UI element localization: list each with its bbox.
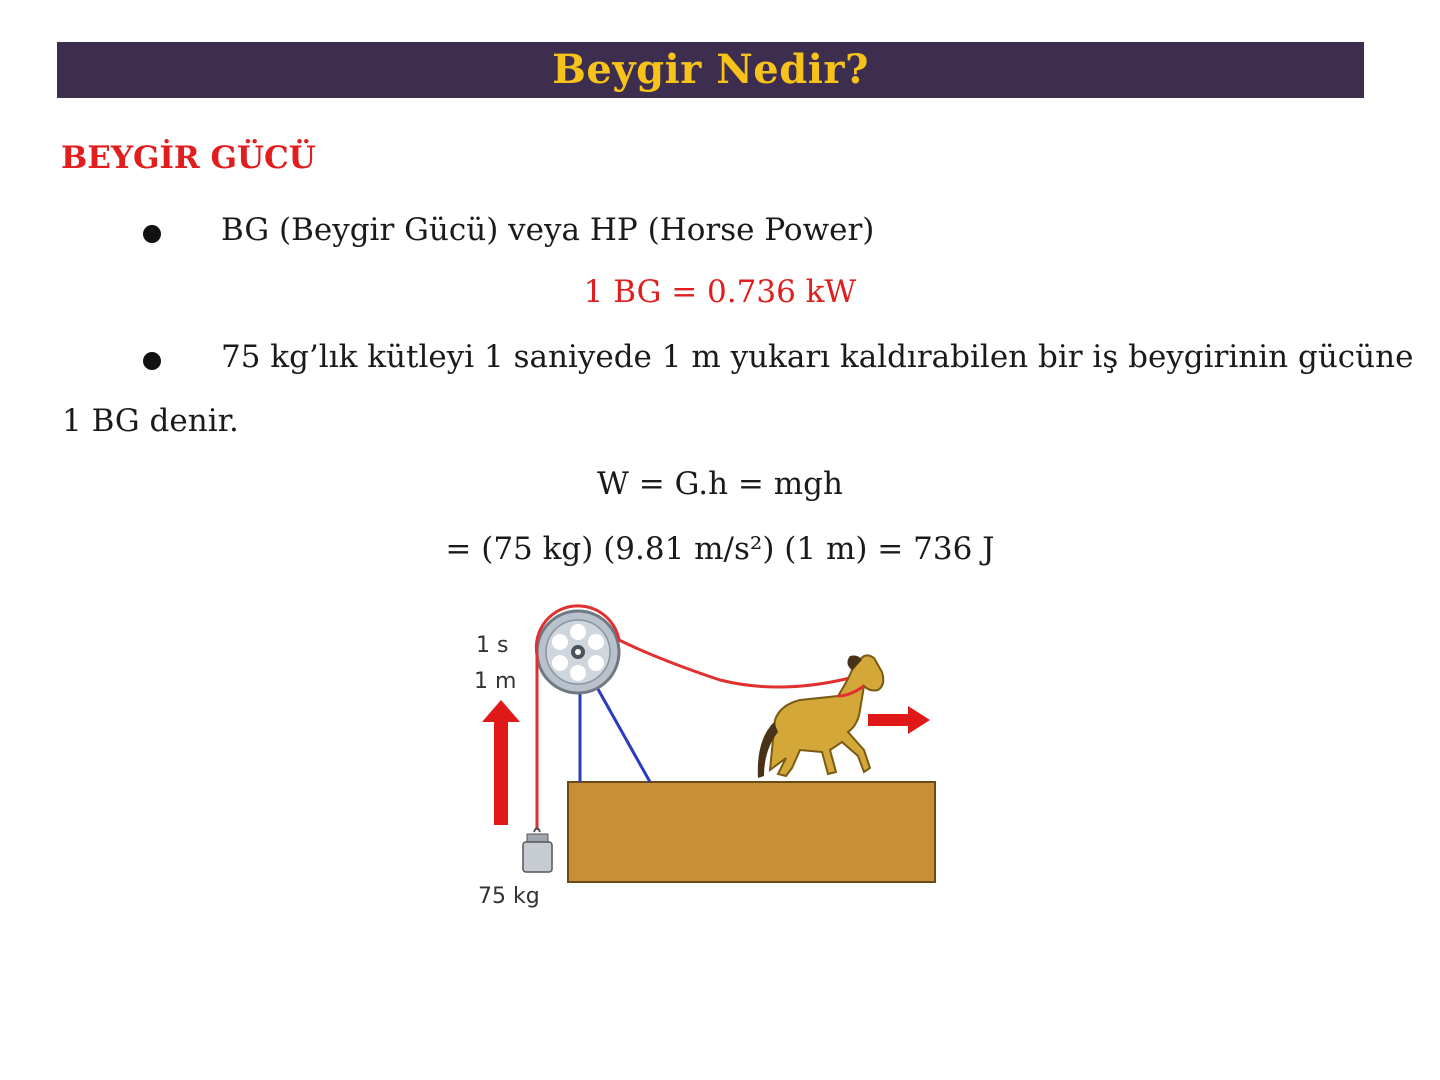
- weight-icon: [523, 828, 552, 872]
- bullet-dot-1: [143, 225, 161, 243]
- up-arrow-icon: [482, 700, 520, 825]
- horse-icon: [758, 655, 884, 778]
- mass-label: 75 kg: [478, 884, 540, 909]
- work-calculation: = (75 kg) (9.81 m/s²) (1 m) = 736 J: [445, 531, 995, 567]
- bullet-dot-2: [143, 352, 161, 370]
- bullet-text-2: 75 kg’lık kütleyi 1 saniyede 1 m yukarı kaldırabilen bir iş beygirinin gücüne: [221, 339, 1414, 375]
- bullet-text-1: BG (Beygir Gücü) veya HP (Horse Power): [221, 212, 875, 248]
- distance-label: 1 m: [474, 669, 517, 694]
- bullet-text-2-continuation: 1 BG denir.: [62, 403, 239, 439]
- right-arrow-icon: [868, 706, 930, 734]
- title-bar: [57, 42, 1364, 98]
- horsepower-diagram: [460, 600, 950, 920]
- section-heading: BEYGİR GÜCÜ: [61, 140, 316, 176]
- pulley-icon: [537, 611, 619, 693]
- conversion-formula: 1 BG = 0.736 kW: [583, 274, 857, 310]
- page-title: Beygir Nedir?: [552, 46, 869, 93]
- time-label: 1 s: [476, 633, 509, 658]
- work-formula: W = G.h = mgh: [597, 466, 843, 502]
- platform-box: [568, 782, 935, 882]
